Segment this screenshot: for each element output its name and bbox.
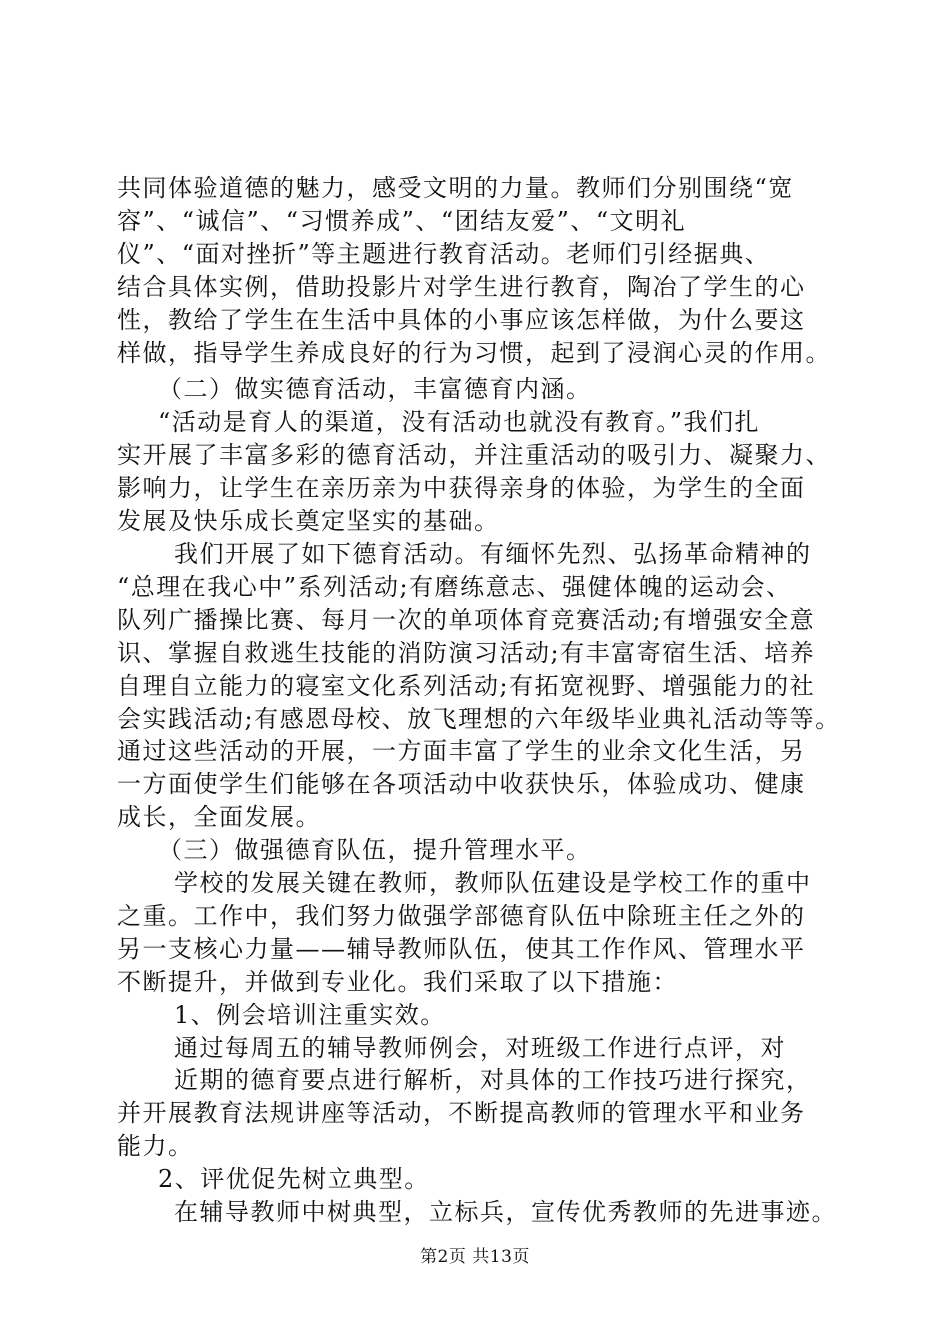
text-line: 不断提升，并做到专业化。我们采取了以下措施：: [117, 968, 678, 996]
section-heading: 2、评优促先树立典型。: [158, 1165, 430, 1193]
page-number: 第2页 共13页: [420, 1247, 530, 1267]
section-heading: （三）做强德育队伍，提升管理水平。: [158, 836, 592, 864]
text-line: 一方面使学生们能够在各项活动中收获快乐，体验成功、健康: [117, 770, 806, 798]
text-line: 仪”、“面对挫折”等主题进行教育活动。老师们引经据典、: [117, 240, 771, 268]
text-line: 并开展教育法规讲座等活动，不断提高教师的管理水平和业务: [117, 1099, 806, 1127]
text-line: 自理自立能力的寝室文化系列活动;有拓宽视野、增强能力的社: [117, 672, 816, 700]
text-line: 另一支核心力量——辅导教师队伍，使其工作作风、管理水平: [117, 935, 806, 963]
text-line: 我们开展了如下德育活动。有缅怀先烈、弘扬革命精神的: [174, 540, 812, 568]
section-heading: （二）做实德育活动，丰富德育内涵。: [158, 375, 592, 403]
text-line: 通过每周五的辅导教师例会，对班级工作进行点评，对: [174, 1034, 786, 1062]
text-line: 结合具体实例，借助投影片对学生进行教育，陶冶了学生的心: [117, 273, 806, 301]
text-line: 性，教给了学生在生活中具体的小事应该怎样做，为什么要这: [117, 306, 806, 334]
text-line: 样做，指导学生养成良好的行为习惯，起到了浸润心灵的作用。: [117, 339, 831, 367]
text-line: “总理在我心中”系列活动;有磨练意志、强健体魄的运动会、: [117, 573, 792, 601]
text-line: 在辅导教师中树典型，立标兵，宣传优秀教师的先进事迹。: [174, 1198, 837, 1226]
text-line: 通过这些活动的开展，一方面丰富了学生的业余文化生活，另: [117, 737, 806, 765]
text-line: 近期的德育要点进行解析，对具体的工作技巧进行探究，: [174, 1066, 812, 1094]
text-line: 共同体验道德的魅力，感受文明的力量。教师们分别围绕“宽: [117, 174, 794, 202]
text-line: 学校的发展关键在教师，教师队伍建设是学校工作的重中: [174, 869, 812, 897]
text-line: 队列广播操比赛、每月一次的单项体育竞赛活动;有增强安全意: [117, 606, 816, 634]
section-heading: 1、例会培训注重实效。: [174, 1001, 446, 1029]
text-line: 实开展了丰富多彩的德育活动，并注重活动的吸引力、凝聚力、: [117, 441, 831, 469]
text-line: 识、掌握自救逃生技能的消防演习活动;有丰富寄宿生活、培养: [117, 639, 816, 667]
text-line: 之重。工作中，我们努力做强学部德育队伍中除班主任之外的: [117, 902, 806, 930]
text-line: 影响力，让学生在亲历亲为中获得亲身的体验，为学生的全面: [117, 474, 806, 502]
text-line: “活动是育人的渠道，没有活动也就没有教育。”我们扎: [158, 408, 761, 436]
text-line: 发展及快乐成长奠定坚实的基础。: [117, 507, 500, 535]
text-line: 容”、“诚信”、“习惯养成”、“团结友爱”、“文明礼: [117, 207, 687, 235]
text-line: 能力。: [117, 1132, 194, 1160]
text-line: 成长，全面发展。: [117, 803, 321, 831]
text-line: 会实践活动;有感恩母校、放飞理想的六年级毕业典礼活动等等。: [117, 705, 841, 733]
